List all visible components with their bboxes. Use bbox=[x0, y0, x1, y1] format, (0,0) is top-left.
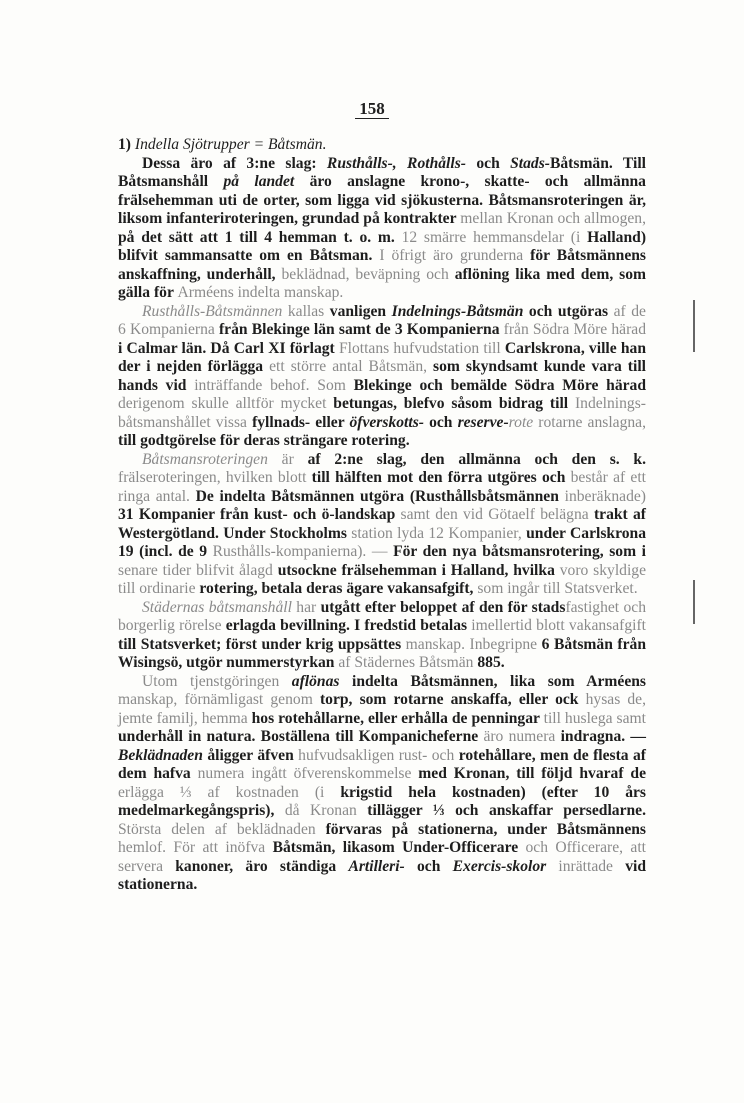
paragraph bbox=[118, 451, 646, 599]
text-segment: rote bbox=[508, 413, 534, 431]
text-segment: rotarne anslagna, bbox=[533, 413, 647, 431]
text-segment: fastighet och borgerlig rörelse bbox=[118, 598, 647, 634]
text-segment: voro skyldige till ordinarie bbox=[118, 561, 646, 597]
text-segment: och bbox=[423, 413, 458, 431]
text-segment: 31 Kompanier från kust- och ö-landskap bbox=[118, 506, 401, 523]
text-segment: beklädnad, beväpning och bbox=[281, 265, 449, 283]
text-segment: Carlskrona, ville han der i nejden förlägga bbox=[118, 339, 646, 375]
text-segment: Utom tjenstgöringen bbox=[142, 672, 280, 690]
text-segment: manskap, förnämligast genom bbox=[118, 691, 313, 708]
paragraph bbox=[118, 673, 646, 895]
text-segment: Största delen af beklädnaden bbox=[118, 820, 316, 838]
text-segment: och bbox=[465, 154, 511, 172]
text-segment: De indelta Båtsmännen utgöra (Rusthållsbåtsmännen bbox=[189, 487, 565, 505]
text-segment: Exercis-skolor bbox=[452, 857, 547, 875]
text-segment: af de 6 Kompanierna bbox=[118, 302, 646, 338]
text-segment: aflöning lika med dem, som gälla för bbox=[118, 265, 646, 301]
text-segment: vanligen bbox=[324, 302, 392, 320]
text-segment: äro anslagne krono-, skatte- och allmänna frälsehemman uti de orter, som ligga vid sjökusterna. Båtsmansroteringen är, liksom infanteriroteringen, grundad på kontrakter bbox=[118, 173, 646, 227]
text-segment: 885. bbox=[473, 654, 505, 671]
text-segment: på landet bbox=[223, 173, 295, 190]
text-segment: tillägger ⅓ och anskaffar persedlarne. bbox=[356, 802, 646, 819]
text-segment: senare tider blifvit ålagd bbox=[118, 561, 273, 579]
text-segment: består af ett ringa antal. bbox=[118, 469, 647, 505]
document-body bbox=[118, 136, 646, 895]
text-segment: Rusthålls-, Rothålls- bbox=[326, 154, 466, 172]
text-segment: hemlof. För att inöfva bbox=[118, 839, 266, 856]
text-segment: och bbox=[404, 857, 453, 875]
text-segment: då Kronan bbox=[284, 802, 357, 819]
text-segment: förvaras på stationerna, under Båtsmännens bbox=[315, 820, 646, 838]
text-segment: krigstid hela kostnaden) (efter 10 års medelmarkegångspris), bbox=[118, 783, 646, 819]
text-segment: Båtsmansroteringen bbox=[142, 450, 268, 468]
text-segment: Arméens indelta manskap. bbox=[177, 284, 344, 301]
text-segment: som skyndsamt kunde vara till hands vid bbox=[118, 358, 646, 394]
text-segment: manskap. Inbegripne bbox=[405, 635, 538, 653]
text-segment bbox=[279, 673, 292, 690]
text-segment: utgått efter beloppet af den för stads bbox=[316, 598, 566, 616]
text-segment: underhåll in natura. Boställena till Kompanicheferne bbox=[118, 728, 484, 745]
text-segment: imellertid blott vakansafgift bbox=[471, 617, 646, 634]
text-segment: af Städernes Båtsmän bbox=[338, 654, 474, 671]
page-number-text: 158 bbox=[355, 99, 389, 119]
text-segment: Artilleri- bbox=[348, 857, 405, 875]
text-segment: hufvudsakligen rust- och bbox=[298, 746, 455, 764]
text-segment: Beklädnaden bbox=[118, 746, 203, 764]
text-segment: fyllnads- eller bbox=[246, 413, 350, 431]
text-segment: och Officerare, att servera bbox=[118, 839, 646, 875]
text-segment: Blekinge och bemälde Södra Möre härad bbox=[345, 376, 647, 394]
text-segment: Båtsmän. Till Båtsmanshåll bbox=[118, 154, 646, 190]
text-segment: hysas de, jemte familj, hemma bbox=[118, 691, 646, 727]
text-segment: rotehållare, men de flesta af dem hafva bbox=[118, 746, 646, 782]
page-number bbox=[0, 99, 744, 119]
paragraph bbox=[118, 155, 646, 303]
text-segment: har bbox=[291, 598, 317, 616]
text-segment: erlagda bevillning. I fredstid betalas bbox=[221, 617, 472, 634]
text-segment: rotering, betala deras ägare vakansafgift, bbox=[195, 580, 478, 597]
text-segment: till huslega samt bbox=[543, 709, 646, 727]
text-segment: indragna. — bbox=[555, 728, 646, 745]
text-segment: kallas bbox=[282, 302, 325, 320]
text-segment: ett större antal Båtsmän, bbox=[269, 358, 428, 375]
text-segment: under Carlskrona 19 (incl. de 9 bbox=[118, 524, 646, 560]
text-segment: Rusthålls-Båtsmännen bbox=[142, 302, 283, 320]
text-segment: inrättade bbox=[546, 857, 613, 875]
text-segment: station lyda 12 Kompanier, bbox=[351, 524, 522, 542]
text-segment: reserve- bbox=[457, 413, 509, 431]
text-segment: Flottans hufvudstation till bbox=[338, 339, 501, 357]
text-segment: som ingår till Statsverket. bbox=[477, 580, 638, 597]
text-segment: I öfrigt äro grunderna bbox=[379, 247, 524, 264]
text-segment: frälseroteringen, hvilken blott bbox=[118, 469, 307, 486]
text-segment: kanoner, äro ständiga bbox=[163, 857, 349, 875]
text-segment: Halland) blifvit sammansatte om en Båtsman. bbox=[118, 228, 647, 264]
text-segment: äro numera bbox=[483, 728, 556, 745]
text-segment: inberäknade) bbox=[564, 487, 646, 505]
text-segment: hos rotehållarne, eller erhålla de penningar bbox=[247, 709, 544, 727]
text-segment: från Södra Möre härad bbox=[503, 321, 647, 338]
text-segment: af 2:ne slag, den allmänna och den s. k. bbox=[293, 450, 647, 468]
text-segment: Indelnings-Båtsmän bbox=[391, 302, 524, 320]
text-segment: inträffande behof. Som bbox=[194, 376, 346, 394]
text-segment: till godtgörelse för deras strängare rotering. bbox=[118, 432, 410, 449]
text-segment: vid stationerna. bbox=[118, 857, 647, 893]
margin-mark bbox=[693, 300, 695, 352]
text-segment: är bbox=[267, 450, 294, 468]
text-segment: mellan Kronan och allmogen, bbox=[460, 210, 646, 227]
text-segment: för Båtsmännens anskaffning, underhåll, bbox=[118, 247, 646, 283]
text-segment: Städernas båtsmanshåll bbox=[142, 598, 292, 616]
paragraph bbox=[118, 303, 646, 451]
text-segment: samt den vid Götaelf belägna bbox=[400, 506, 589, 523]
text-segment: betungas, blefvo såsom bidrag till bbox=[326, 395, 575, 412]
text-segment: Indelnings-båtsmanshållet vissa bbox=[118, 395, 646, 431]
paragraph bbox=[118, 599, 646, 673]
text-segment: Båtsmän, likasom Under-Officerare bbox=[265, 839, 526, 856]
text-segment: indelta Båtsmännen, lika som Arméens bbox=[339, 672, 646, 690]
text-segment: öfverskotts- bbox=[349, 413, 424, 431]
text-segment: trakt af Westergötland. Under Stockholms bbox=[118, 506, 646, 542]
text-segment: i Calmar län. Då Carl XI förlagt bbox=[118, 339, 339, 357]
text-segment: med Kronan, till följd hvaraf de bbox=[411, 765, 646, 782]
text-segment: på det sätt att 1 till 4 hemman t. o. m. bbox=[118, 228, 402, 246]
text-segment: 12 smärre hemmansdelar (i bbox=[401, 228, 581, 246]
text-segment: numera ingått öfverenskommelse bbox=[197, 765, 412, 782]
margin-mark bbox=[693, 580, 695, 624]
section-heading bbox=[118, 136, 646, 155]
text-segment: och utgöras bbox=[523, 302, 614, 320]
text-segment: torp, som rotarne anskaffa, eller ock bbox=[312, 691, 586, 708]
text-segment: till Statsverket; först under krig uppsättes bbox=[118, 635, 406, 653]
text-segment: 6 Båtsmän från Wisingsö, utgör nummerstyrkan bbox=[118, 635, 646, 671]
text-segment: Rusthålls-kompanierna). — bbox=[212, 543, 388, 560]
text-segment: erlägga ⅓ af kostnaden (i bbox=[118, 783, 325, 801]
text-segment: aflönas bbox=[291, 672, 340, 690]
section-title: Indella Sjötrupper = Båtsmän. bbox=[134, 136, 327, 153]
text-segment: Dessa äro af 3:ne slag: bbox=[142, 154, 327, 172]
text-segment: från Blekinge län samt de 3 Kompanierna bbox=[214, 321, 504, 338]
section-number: 1) bbox=[118, 136, 131, 153]
text-segment: utsockne frälsehemman i Halland, hvilka bbox=[272, 561, 560, 579]
text-segment: till hälften mot den förra utgöres och bbox=[306, 469, 571, 486]
text-segment: derigenom skulle alltför mycket bbox=[118, 395, 327, 412]
text-segment: För den nya båtsmansrotering, som i bbox=[387, 543, 646, 560]
text-segment: Stads- bbox=[510, 154, 550, 172]
text-segment: åligger äfven bbox=[202, 746, 299, 764]
